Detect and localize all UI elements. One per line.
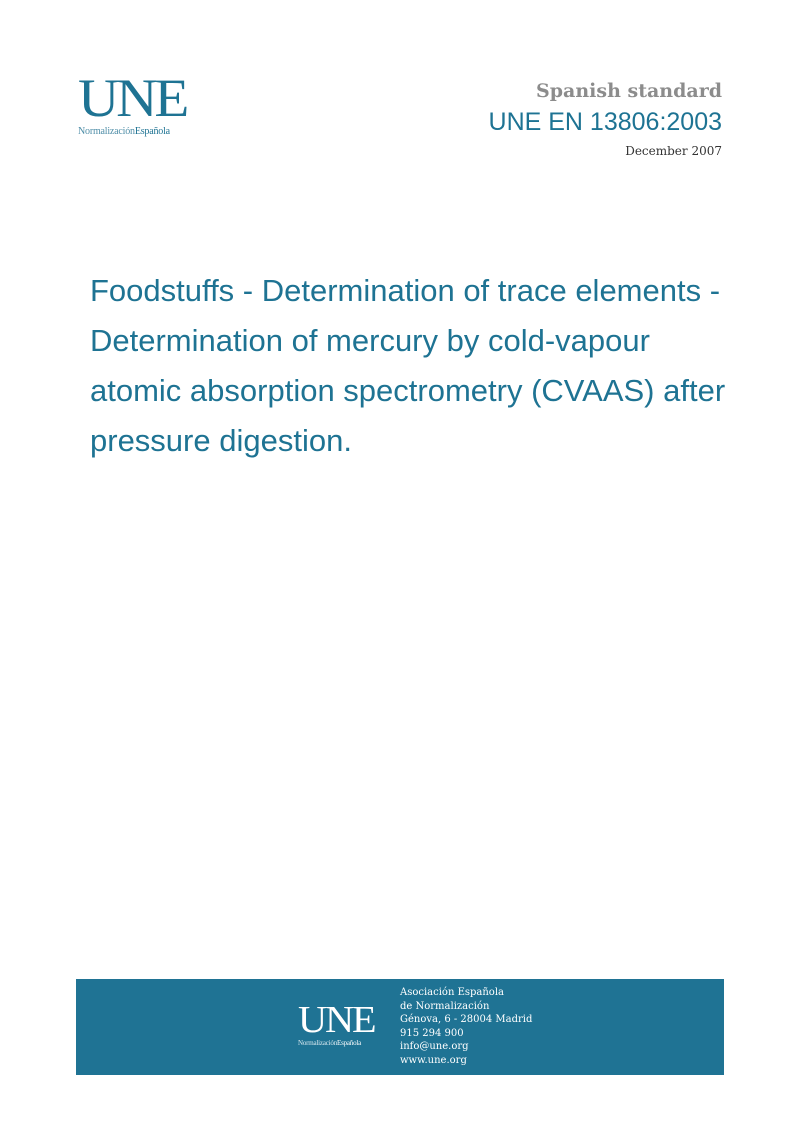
standard-date: December 2007: [625, 144, 722, 158]
document-title: Foodstuffs - Determination of trace elements - Determination of mercury by cold-vapour atomic absorption spectrometry (CVAAS) after pressure digestion.: [90, 273, 726, 458]
footer-phone: 915 294 900: [400, 1027, 464, 1039]
footer-contact-info: [400, 986, 532, 1067]
footer-une-logo: [298, 999, 388, 1047]
footer-address: Génova, 6 - 28004 Madrid: [400, 1014, 533, 1025]
footer-org-line1: Asociación Española: [400, 987, 504, 998]
une-logo-tagline-part1: Normalización: [78, 126, 135, 137]
standard-code: UNE EN 13806:2003: [488, 108, 722, 136]
footer-website: www.une.org: [400, 1054, 467, 1066]
footer-email: info@une.org: [400, 1041, 469, 1052]
une-logo-tagline-part2: Española: [134, 126, 170, 137]
standard-header: [489, 78, 722, 160]
footer-logo-tagline-part1: Normalización: [298, 1039, 337, 1047]
footer-org-line2: de Normalización: [400, 1000, 490, 1012]
une-logo: [78, 68, 218, 137]
footer-logo-tagline-part2: Española: [337, 1039, 362, 1047]
standard-kind: Spanish standard: [536, 80, 722, 102]
footer-logo-mark: UNE: [298, 999, 375, 1041]
footer-banner: [76, 979, 724, 1075]
une-logo-mark: UNE: [78, 68, 187, 128]
